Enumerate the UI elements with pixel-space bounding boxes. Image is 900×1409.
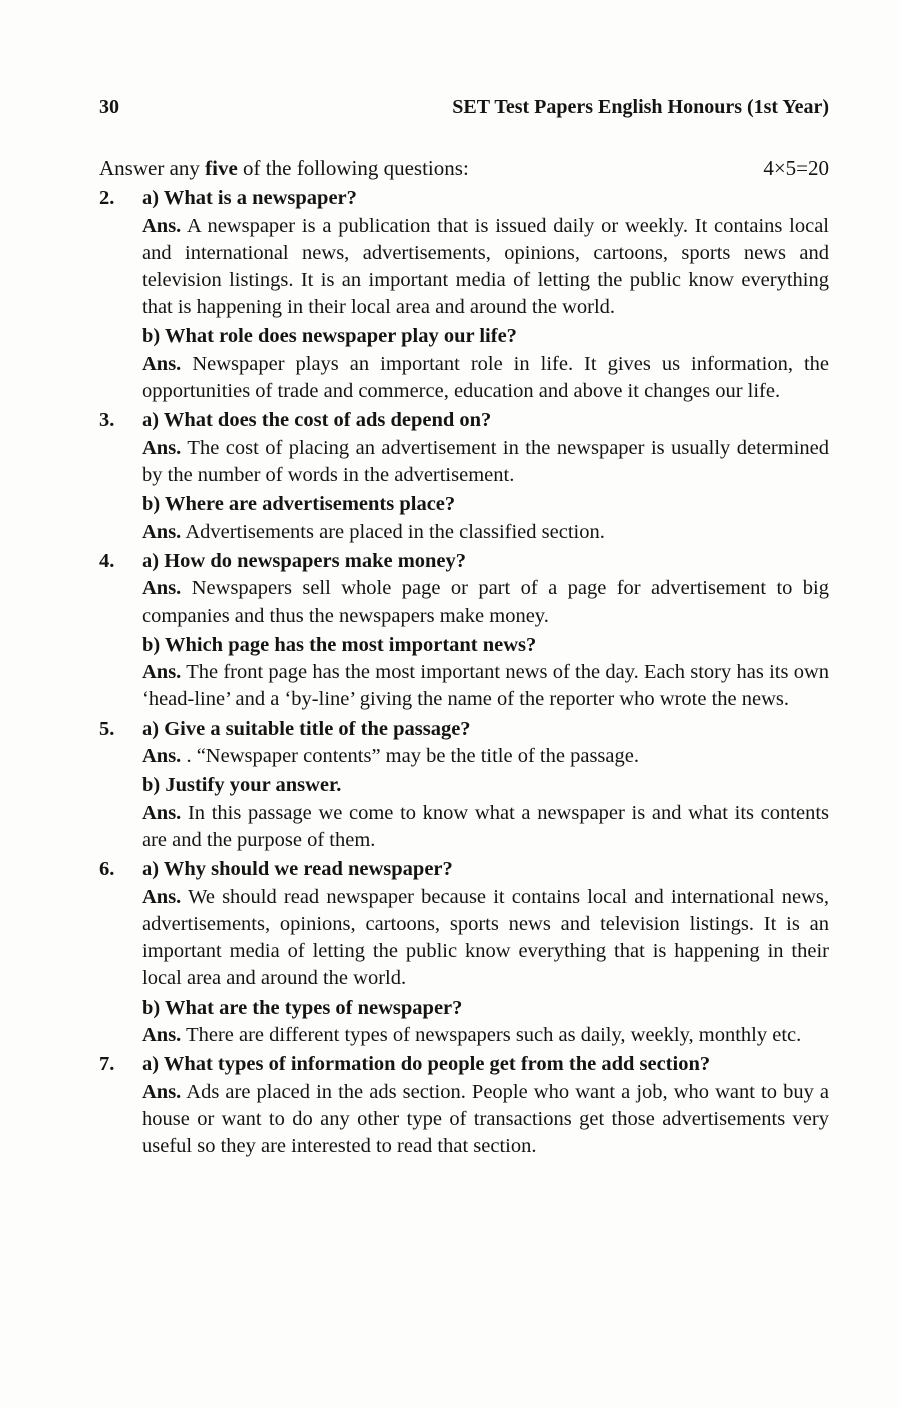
answer	[142, 1022, 829, 1049]
answer-label: Ans.	[142, 801, 182, 824]
running-title: SET Test Papers English Honours (1st Year)	[452, 96, 829, 118]
answer	[142, 1079, 829, 1161]
instruction-line	[99, 154, 829, 182]
sub-question: a) Why should we read newspaper?	[142, 858, 453, 881]
answer	[142, 575, 829, 629]
question-block	[99, 855, 829, 1049]
question-number: 6.	[99, 858, 115, 881]
page-header	[99, 96, 829, 119]
answer-text: Newspaper plays an important role in life. It gives us information, the opportunities of trade and commerce, education and above it changes our life.	[142, 352, 829, 403]
answer	[142, 800, 829, 854]
answer	[142, 213, 829, 322]
answer-text: . “Newspaper contents” may be the title of the passage.	[186, 745, 639, 768]
answer-text: Newspapers sell whole page or part of a page for advertisement to big companies and thus the newspapers make money.	[142, 577, 829, 627]
sub-question: a) What does the cost of ads depend on?	[142, 409, 492, 432]
answer-text: Ads are placed in the ads section. People who want a job, who want to buy a house or want to do any other type of transactions get those advertisements very useful so they are interested to read that section.	[142, 1080, 830, 1158]
answer-text: The front page has the most important news of the day. Each story has its own ‘head-line’ and a ‘by-line’ giving the name of the reporter who wrote the news.	[142, 661, 829, 711]
answer	[142, 659, 829, 713]
question-number: 2.	[99, 187, 115, 209]
answer-text: The cost of placing an advertisement in the newspaper is usually determined by the number of words in the advertisement.	[142, 436, 829, 486]
instruction-bold-word: five	[205, 156, 238, 180]
answer-label: Ans.	[142, 1024, 182, 1047]
question-block	[99, 1050, 829, 1160]
answer	[142, 351, 829, 405]
sub-question: b) Justify your answer.	[142, 774, 342, 797]
answer-label: Ans.	[142, 885, 182, 908]
answer-label: Ans.	[142, 661, 182, 684]
sub-question: b) What role does newspaper play our life?	[142, 325, 517, 348]
sub-question: a) What types of information do people get from the add section?	[142, 1053, 711, 1076]
question-number: 7.	[99, 1053, 115, 1076]
answer	[142, 435, 829, 489]
question-list	[99, 184, 829, 1161]
marks: 4×5=20	[763, 156, 829, 180]
answer-label: Ans.	[142, 577, 182, 600]
sub-question: a) How do newspapers make money?	[142, 549, 467, 572]
answer-text: There are different types of newspapers such as daily, weekly, monthly etc.	[186, 1024, 802, 1047]
question-number: 3.	[99, 409, 115, 432]
question-block	[99, 547, 829, 714]
answer-text: A newspaper is a publication that is issued daily or weekly. It contains local and international news, advertisements, opinions, cartoons, sports news and television listings. It is an important media of letting the public know everything that is happening in their local area and around the world.	[142, 214, 830, 319]
sub-question: a) Give a suitable title of the passage?	[142, 717, 471, 740]
question-block	[99, 184, 829, 405]
answer-label: Ans.	[142, 520, 182, 543]
instruction-text: Answer any five of the following questions:	[99, 156, 469, 180]
answer	[142, 519, 829, 546]
sub-question: b) Which page has the most important news?	[142, 633, 537, 656]
sub-question: a) What is a newspaper?	[142, 187, 357, 209]
question-number: 5.	[99, 717, 115, 740]
sub-question: b) Where are advertisements place?	[142, 493, 456, 516]
question-block	[99, 406, 829, 546]
answer-label: Ans.	[142, 352, 182, 375]
question-block	[99, 715, 829, 855]
question-number: 4.	[99, 549, 115, 572]
answer-text: We should read newspaper because it contains local and international news, advertisements, opinions, cartoons, sports news and television listings. It is an important media of letting the public know everything that is happening in their local area and around the world.	[142, 885, 829, 990]
page-number: 30	[99, 96, 119, 118]
answer	[142, 743, 829, 770]
answer-text: In this passage we come to know what a newspaper is and what its contents are and the purpose of them.	[142, 801, 830, 852]
answer-label: Ans.	[142, 214, 182, 237]
answer-label: Ans.	[142, 745, 182, 768]
sub-question: b) What are the types of newspaper?	[142, 996, 463, 1019]
answer	[142, 884, 829, 993]
answer-label: Ans.	[142, 436, 182, 459]
answer-label: Ans.	[142, 1080, 182, 1103]
answer-text: Advertisements are placed in the classified section.	[185, 520, 605, 543]
